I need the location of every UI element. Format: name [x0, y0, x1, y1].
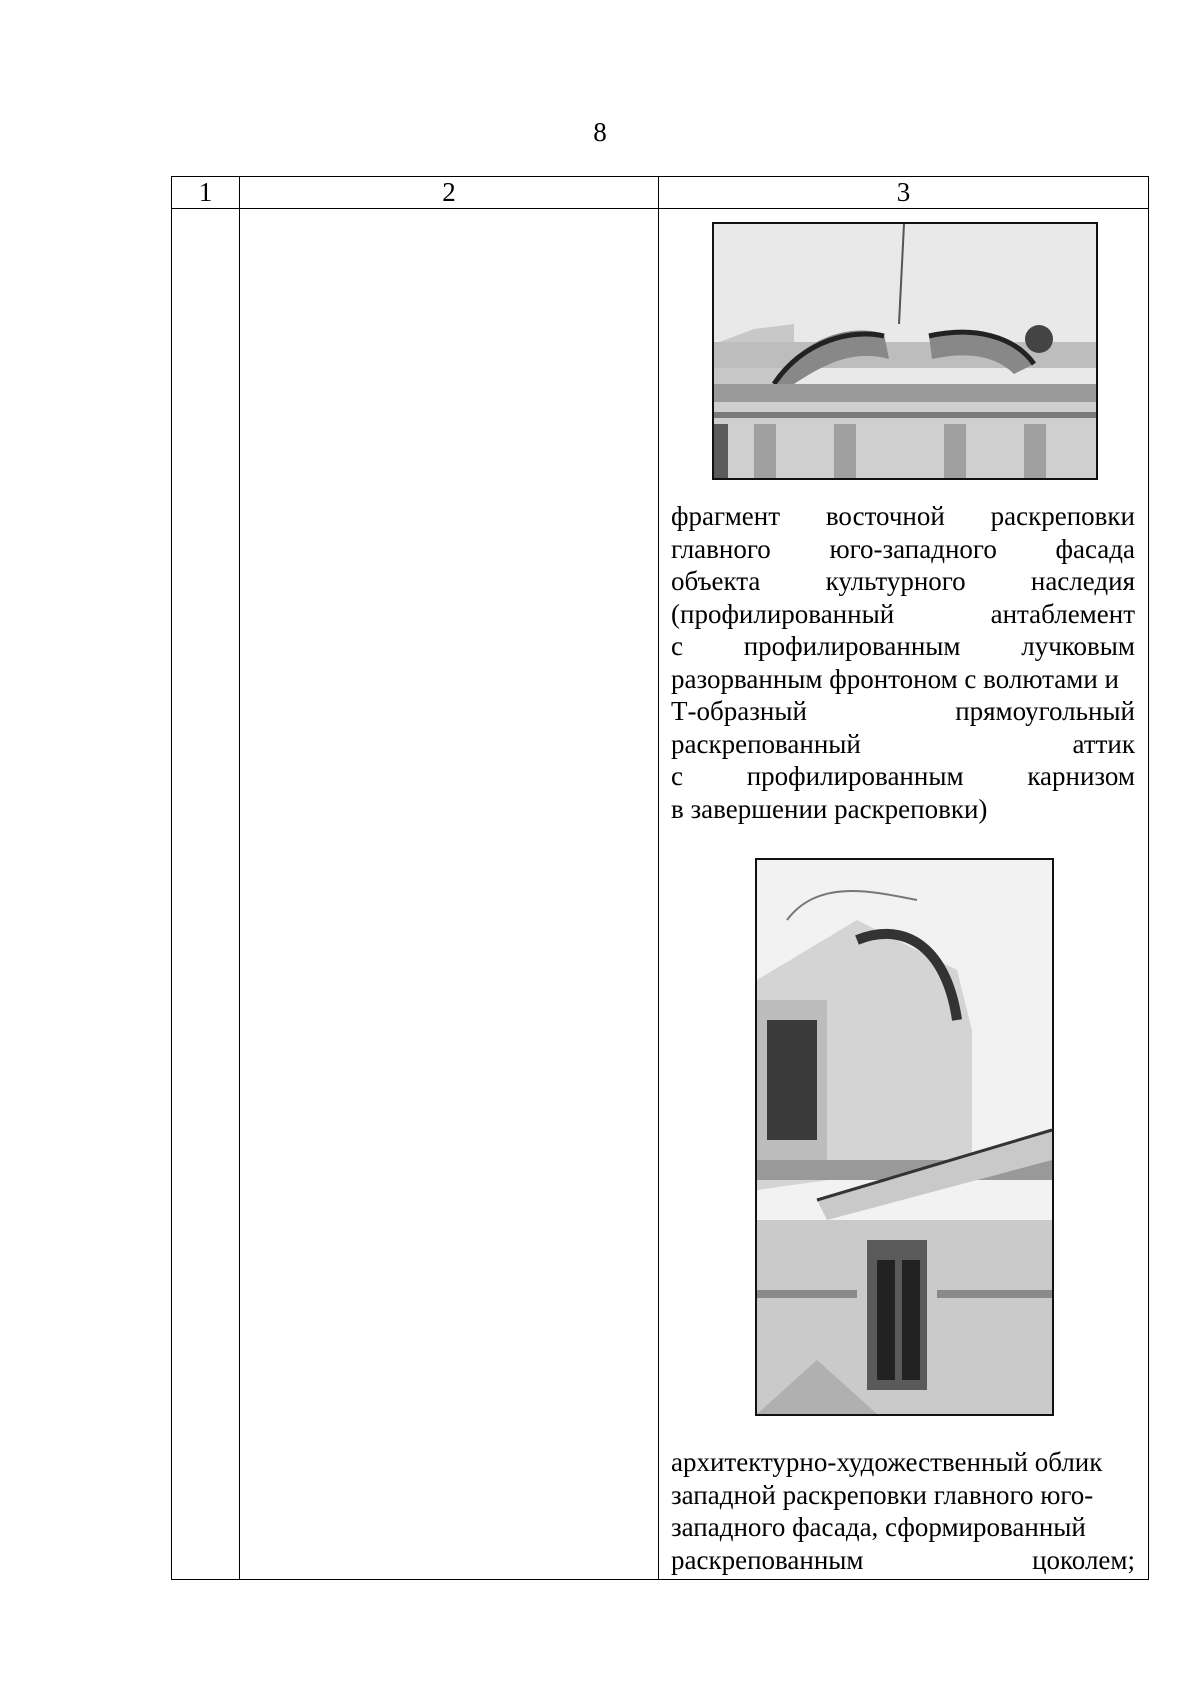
- caption-west-risalit: [671, 1446, 1135, 1576]
- caption-line: с профилированным лучковым: [671, 631, 1135, 661]
- column-header-2: 2: [240, 177, 659, 209]
- caption-line: в завершении раскреповки): [671, 793, 988, 824]
- caption-line: архитектурно-художественный облик: [671, 1447, 1103, 1477]
- table-row: [172, 209, 1149, 1580]
- caption-east-risalit: [671, 500, 1135, 825]
- caption-line: западной раскреповки главного юго-: [671, 1479, 1094, 1510]
- cell-description: [240, 209, 659, 1580]
- caption-line: западного фасада, сформированный: [671, 1512, 1086, 1542]
- cell-content: [659, 209, 1149, 1580]
- table-header-row: [172, 177, 1149, 209]
- caption-line: с профилированным карнизом: [671, 761, 1135, 791]
- column-header-1: 1: [172, 177, 240, 209]
- caption-line: фрагмент восточной раскреповки: [671, 501, 1135, 531]
- caption-line: Т-образный прямоугольный: [671, 696, 1135, 726]
- caption-line: (профилированный антаблемент: [671, 598, 1135, 629]
- caption-line: раскрепованным цоколем;: [671, 1544, 1135, 1575]
- east-risalit-photo: [712, 222, 1098, 480]
- page-number: 8: [593, 117, 607, 147]
- column-header-3: 3: [659, 177, 1149, 209]
- caption-line: главного юго-западного фасада: [671, 533, 1135, 564]
- caption-line: раскрепованный аттик: [671, 728, 1135, 759]
- caption-line: разорванным фронтоном с волютами и: [671, 663, 1119, 694]
- document-table: [171, 176, 1149, 1580]
- west-risalit-photo: [755, 858, 1054, 1416]
- cell-number: [172, 209, 240, 1580]
- caption-line: объекта культурного наследия: [671, 566, 1135, 596]
